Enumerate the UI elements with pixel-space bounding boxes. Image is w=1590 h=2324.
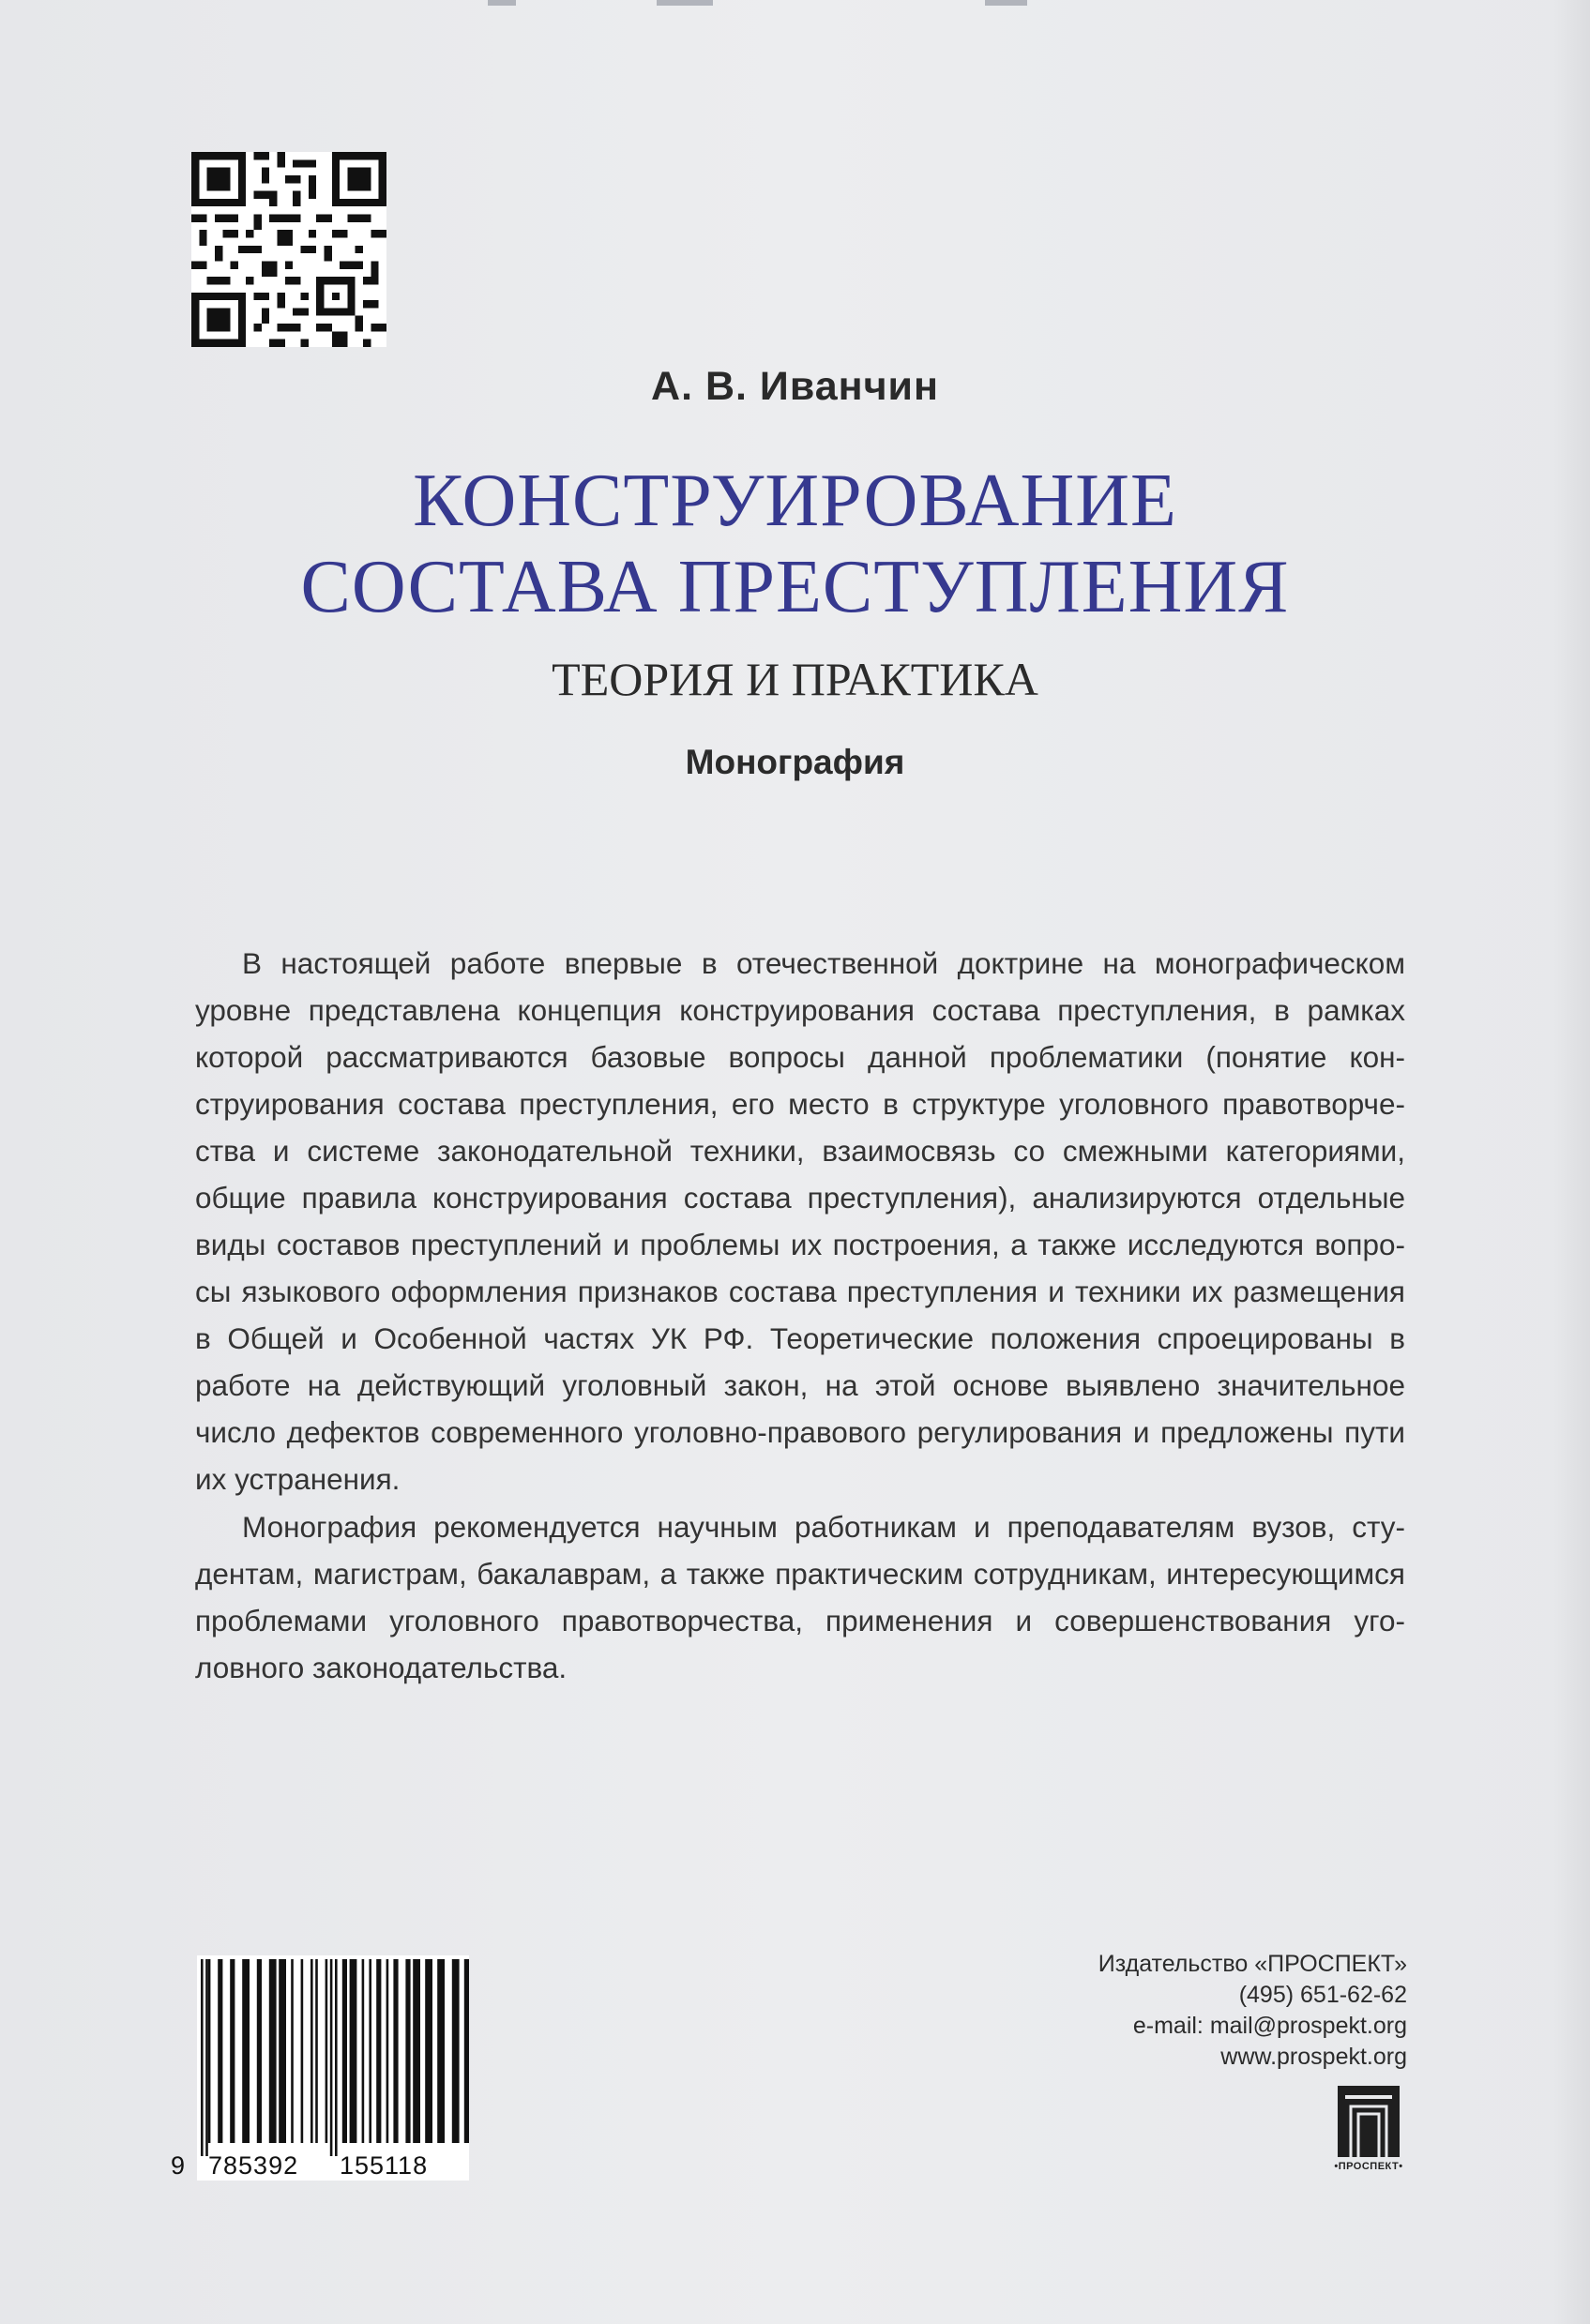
- barcode-bar: [413, 1959, 420, 2143]
- barcode-digits-group-2: 155118: [340, 2151, 429, 2180]
- barcode-bar: [242, 1959, 250, 2143]
- book-genre: Монография: [685, 743, 905, 781]
- author-name: А. В. Иванчин: [651, 364, 939, 409]
- barcode-bar: [205, 1959, 208, 2156]
- spine-shadow: [1552, 0, 1590, 2324]
- barcode-bar: [452, 1959, 460, 2143]
- publisher-logo: [1315, 2086, 1422, 2180]
- barcode-digit-first: 9: [171, 2151, 186, 2180]
- barcode-bar: [362, 1959, 365, 2143]
- scan-mark: [657, 0, 713, 6]
- barcode-bar: [310, 1959, 313, 2143]
- publisher-email: e-mail: mail@prospekt.org: [1132, 2013, 1407, 2039]
- publisher-info: [1098, 1949, 1407, 2073]
- barcode-bar: [386, 1959, 389, 2143]
- barcode-bar: [376, 1959, 381, 2143]
- barcode-bar: [437, 1959, 445, 2143]
- isbn-barcode: [169, 1955, 469, 2181]
- barcode-bar: [405, 1959, 410, 2143]
- publisher-website: www.prospekt.org: [1220, 2044, 1407, 2070]
- barcode-bar: [201, 1959, 204, 2156]
- logo-mark-icon: [1338, 2086, 1400, 2157]
- logo-label: •ПРОСПЕКТ•: [1334, 2161, 1403, 2172]
- annotation-paragraph-2: Монография рекомендуется научным работникам и преподавателям вузов, студентам, магистрам, бакалаврам, а также практическим сотрудникам, интересующимся проблемами уголовного правотворчества, применения и совершенствования уголовного законодательства.: [195, 1510, 1405, 1684]
- barcode-bar: [342, 1959, 347, 2143]
- book-title-line-2: СОСТАВА ПРЕСТУПЛЕНИЯ: [300, 546, 1290, 628]
- barcode-bar: [350, 1959, 357, 2143]
- barcode-bar: [425, 1959, 432, 2143]
- barcode-bar: [301, 1959, 304, 2143]
- barcode-bar: [269, 1959, 277, 2143]
- barcode-bar: [330, 1959, 333, 2156]
- scan-mark: [488, 0, 516, 6]
- publisher-name: Издательство «ПРОСПЕКТ»: [1098, 1951, 1407, 1977]
- book-subtitle: ТЕОРИЯ И ПРАКТИКА: [552, 653, 1038, 705]
- barcode-digits-group-1: 785392: [208, 2151, 299, 2180]
- qr-code: [191, 152, 386, 347]
- barcode-bar: [230, 1959, 235, 2143]
- book-title: [0, 458, 1590, 630]
- annotation-paragraph-1: В настоящей работе впервые в отечественной доктрине на монографическом уровне представлена концепция конструирования состава преступления, в рамках которой рассматриваются базовые вопросы данной проблематики (понятие конструирования состава преступления, его место в структуре уголовного правотворчества и системе законодательной техники, взаимосвязь со смежными категориями, общие правила конструирования состава преступления), анализируются отдельные виды составов преступлений и проблемы их построения, а также исследуются вопросы языкового оформления признаков состава преступления и техники их размещения в Общей и Особенной частях УК РФ. Теоретические положения спроецированы в работе на действующий уголовный закон, на этой основе выявлено значительное число дефектов современного уголовно-правового регулирования и предложены пути их устранения.: [195, 946, 1405, 1496]
- barcode-bar: [208, 1959, 211, 2143]
- book-title-line-1: КОНСТРУИРОВАНИЕ: [413, 460, 1177, 542]
- scan-mark: [985, 0, 1027, 6]
- barcode-bar: [326, 1959, 328, 2143]
- barcode-bar: [218, 1959, 222, 2143]
- barcode-bar: [279, 1959, 286, 2143]
- publisher-phone: (495) 651-62-62: [1238, 1982, 1407, 2008]
- barcode-bar: [464, 1959, 469, 2143]
- barcode-bar: [393, 1959, 398, 2143]
- barcode-bar: [315, 1959, 318, 2143]
- barcode-bar: [369, 1959, 371, 2143]
- barcode-bar: [257, 1959, 262, 2143]
- barcode-bar: [291, 1959, 294, 2143]
- barcode-bar: [335, 1959, 338, 2156]
